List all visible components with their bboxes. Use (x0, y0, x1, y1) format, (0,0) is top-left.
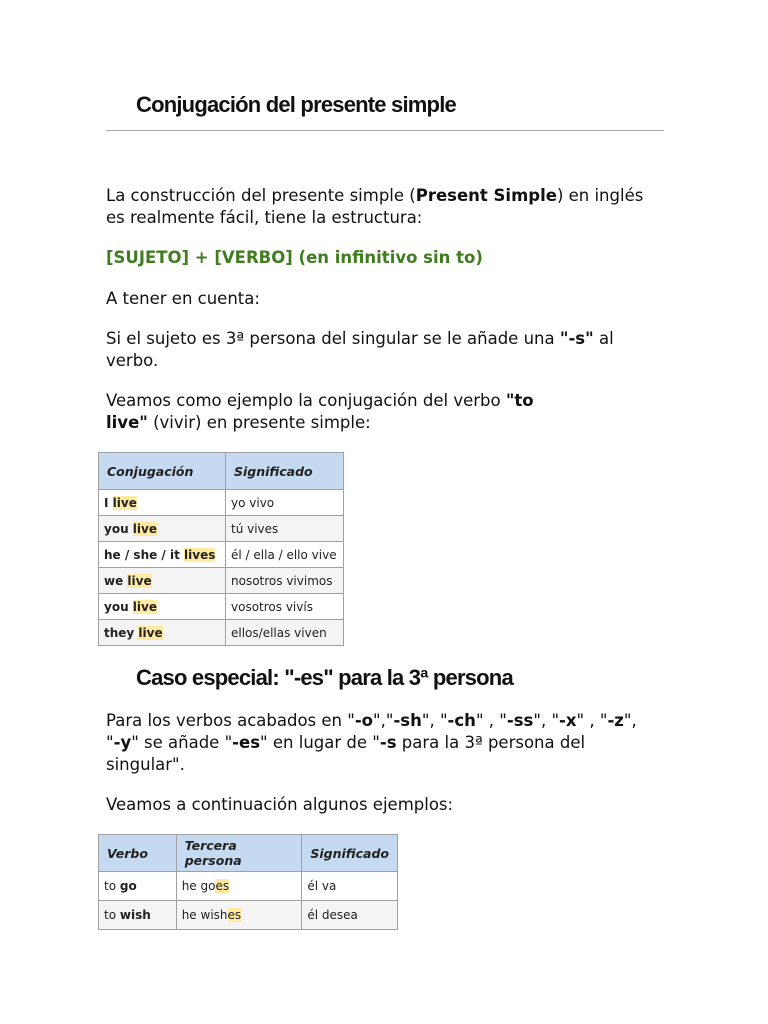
table-row: to go he goes él va (99, 872, 398, 901)
table-row: you live tú vives (99, 516, 344, 542)
section-heading: Caso especial: "-es" para la 3ª persona (136, 665, 513, 690)
conjugation-table (98, 452, 344, 646)
table-row: they live ellos/ellas viven (99, 620, 344, 646)
page-title: Conjugación del presente simple (136, 92, 456, 117)
example-paragraph: Veamos como ejemplo la conjugación del verbo "to live" (vivir) en presente simple: (106, 391, 534, 432)
structure-formula: [SUJETO] + [VERBO] (en infinitivo sin to) (106, 248, 483, 267)
header-verbo: Verbo (99, 835, 177, 872)
note-title: A tener en cuenta: (106, 289, 260, 308)
header-tercera-persona: Tercera persona (176, 835, 302, 872)
intro-paragraph: La construcción del presente simple (Present Simple) en inglés es realmente fácil, tiene la estructura: (106, 186, 644, 227)
table-row: we live nosotros vivimos (99, 568, 344, 594)
special-case-paragraph: Para los verbos acabados en "-o","-sh", "-ch" , "-ss", "-x" , "-z", "-y" se añade "-es" en lugar de "-s para la 3ª persona del singular". (106, 711, 637, 774)
table-row: to wish he wishes él desea (99, 901, 398, 930)
s-suffix: "-s" (559, 329, 594, 348)
present-simple-term: Present Simple (415, 186, 557, 205)
header-significado: Significado (226, 453, 344, 490)
table-row: he / she / it lives él / ella / ello vive (99, 542, 344, 568)
examples-intro: Veamos a continuación algunos ejemplos: (106, 795, 454, 814)
header-significado-2: Significado (302, 835, 398, 872)
title-divider (106, 130, 664, 131)
header-conjugacion: Conjugación (99, 453, 226, 490)
rule-paragraph: Si el sujeto es 3ª persona del singular se le añade una "-s" al verbo. (106, 329, 614, 370)
table-row: I live yo vivo (99, 490, 344, 516)
table-row: you live vosotros vivís (99, 594, 344, 620)
to-live-term: "to live" (106, 391, 534, 432)
examples-table (98, 834, 398, 930)
